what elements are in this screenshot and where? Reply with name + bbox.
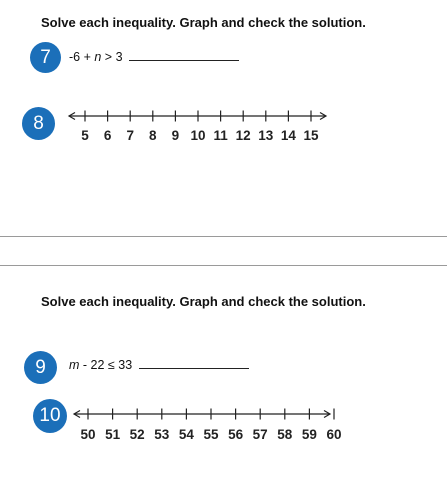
tick-label: 52 xyxy=(129,427,145,442)
inequality-prefix: -6 + xyxy=(69,50,95,64)
tick-label: 6 xyxy=(103,128,112,143)
tick-label: 53 xyxy=(154,427,170,442)
tick-label: 7 xyxy=(126,128,134,143)
tick-label: 50 xyxy=(80,427,96,442)
tick-label: 12 xyxy=(235,128,251,143)
number-line-8[interactable] xyxy=(60,106,340,146)
tick-label: 13 xyxy=(258,128,274,143)
tick-label: 55 xyxy=(203,427,219,442)
tick-label: 5 xyxy=(81,128,89,143)
inequality-suffix: - 22 ≤ 33 xyxy=(79,358,133,372)
inequality-variable: n xyxy=(94,50,102,64)
number-line-10[interactable] xyxy=(68,402,348,444)
tick-label: 57 xyxy=(252,427,268,442)
section-divider-top xyxy=(0,236,447,237)
inequality-variable: m xyxy=(69,358,80,372)
tick-label: 14 xyxy=(280,128,296,143)
tick-label: 11 xyxy=(213,128,228,143)
tick-label: 59 xyxy=(301,427,317,442)
inequality-problem-9 xyxy=(69,358,249,372)
problem-number-badge-8: 8 xyxy=(22,107,55,140)
problem-number-badge-9: 9 xyxy=(24,351,57,384)
tick-label: 54 xyxy=(178,427,194,442)
tick-label: 60 xyxy=(326,427,342,442)
tick-label: 56 xyxy=(228,427,244,442)
tick-label: 9 xyxy=(171,128,180,143)
section-divider-bottom xyxy=(0,265,447,266)
tick-label: 15 xyxy=(303,128,319,143)
instruction-heading-1: Solve each inequality. Graph and check the solution. xyxy=(41,15,366,30)
answer-blank-7[interactable] xyxy=(129,59,239,61)
tick-label: 51 xyxy=(105,427,121,442)
tick-label: 10 xyxy=(190,128,206,143)
inequality-suffix: > 3 xyxy=(101,50,123,64)
tick-label: 8 xyxy=(149,128,157,143)
problem-number-badge-10: 10 xyxy=(33,399,67,433)
answer-blank-9[interactable] xyxy=(139,367,249,369)
tick-label: 58 xyxy=(277,427,293,442)
problem-number-badge-7: 7 xyxy=(30,42,61,73)
instruction-heading-2: Solve each inequality. Graph and check the solution. xyxy=(41,294,366,309)
inequality-problem-7 xyxy=(69,50,239,64)
